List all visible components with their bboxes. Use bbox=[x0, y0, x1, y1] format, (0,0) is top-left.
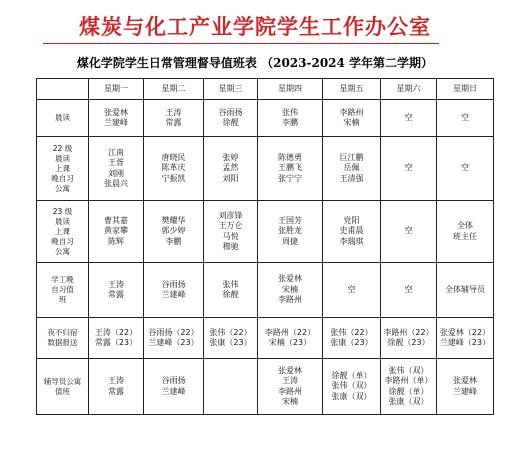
duty-cell bbox=[381, 137, 437, 201]
duty-cell-text: 唐晓民 陈革庆 宁振凯 bbox=[161, 152, 186, 183]
duty-cell-text: 张伟（22） 张康（23） bbox=[209, 327, 252, 347]
duty-cell-text: 空 bbox=[404, 284, 413, 294]
header-weekday: 星期日 bbox=[437, 79, 494, 100]
duty-cell bbox=[258, 100, 323, 137]
row-label bbox=[37, 263, 89, 318]
duty-cell-text: 王涛 常露 bbox=[108, 376, 124, 396]
duty-cell bbox=[144, 318, 204, 359]
row-label bbox=[37, 359, 89, 415]
duty-cell bbox=[381, 263, 437, 318]
header-weekday: 星期三 bbox=[204, 79, 258, 100]
duty-table bbox=[36, 78, 494, 415]
duty-cell-text: 谷雨扬 兰建峰 bbox=[161, 279, 186, 299]
duty-cell-text: 张伟 徐靓 bbox=[222, 279, 239, 299]
duty-cell bbox=[89, 100, 144, 137]
header-weekday: 星期五 bbox=[323, 79, 381, 100]
duty-cell bbox=[381, 359, 437, 415]
duty-cell bbox=[323, 263, 381, 318]
duty-cell bbox=[204, 263, 258, 318]
duty-cell-text: 李路州 宋楠 bbox=[339, 107, 364, 127]
duty-cell-text: 曹其嘉 黄家攀 陈辉 bbox=[104, 215, 128, 246]
duty-cell bbox=[144, 201, 204, 263]
duty-cell bbox=[144, 359, 204, 415]
letterhead bbox=[0, 0, 510, 48]
duty-cell-text: 张伟 李鹏 bbox=[282, 107, 298, 127]
duty-cell-text: 空 bbox=[404, 112, 413, 122]
duty-cell-text: 刘彦锋 王万仑 马悦 穆驰 bbox=[218, 210, 243, 251]
duty-cell-text: 张爱林 兰建峰 bbox=[104, 107, 128, 127]
duty-cell bbox=[89, 359, 144, 415]
duty-cell-text: 李路州（22） 宋楠（23） bbox=[264, 327, 316, 347]
duty-cell bbox=[258, 318, 323, 359]
row-label-text: 22 级 晨读 上课 晚自习 公寓 bbox=[51, 143, 74, 193]
duty-cell-text: 谷雨扬 徐靓 bbox=[218, 107, 243, 127]
duty-cell bbox=[204, 359, 258, 415]
duty-cell bbox=[437, 359, 494, 415]
table-row bbox=[37, 137, 494, 201]
duty-cell bbox=[89, 263, 144, 318]
duty-cell-text: 空 bbox=[404, 163, 413, 173]
duty-cell-text: 樊耀华 郭少婷 李鹏 bbox=[161, 215, 186, 246]
duty-cell-text: 空 bbox=[461, 163, 469, 173]
duty-cell bbox=[144, 137, 204, 201]
table-row bbox=[37, 201, 494, 263]
header-weekday: 星期四 bbox=[258, 79, 323, 100]
duty-cell-text: 空 bbox=[461, 112, 469, 122]
duty-cell-text: 江南 王胥 刘刚 张晨兴 bbox=[104, 147, 128, 188]
row-label bbox=[37, 100, 89, 137]
row-label bbox=[37, 318, 89, 359]
duty-cell bbox=[204, 137, 258, 201]
row-label bbox=[37, 137, 89, 201]
document-title: 煤化学院学生日常管理督导值班表 （2023-2024 学年第二学期） bbox=[76, 56, 434, 70]
duty-cell bbox=[204, 100, 258, 137]
duty-cell-text: 党阳 史甫晨 李瑞琪 bbox=[339, 215, 364, 246]
duty-cell bbox=[381, 100, 437, 137]
duty-cell-text: 空 bbox=[404, 226, 413, 236]
duty-cell bbox=[437, 263, 494, 318]
duty-cell bbox=[437, 201, 494, 263]
duty-cell-text: 巨江鹏 岳佩 王清强 bbox=[339, 152, 364, 183]
duty-cell-text: 王涛（22） 常露（23） bbox=[94, 327, 138, 347]
duty-cell bbox=[323, 100, 381, 137]
letterhead-rule bbox=[43, 43, 439, 44]
header-weekday: 星期二 bbox=[144, 79, 204, 100]
duty-cell bbox=[258, 263, 323, 318]
duty-cell bbox=[258, 137, 323, 201]
table-row bbox=[37, 100, 494, 137]
duty-cell bbox=[89, 201, 144, 263]
duty-cell-text: 张爱林 王涛 李路州 宋楠 bbox=[278, 365, 302, 406]
duty-cell bbox=[323, 359, 381, 415]
duty-cell bbox=[258, 359, 323, 415]
duty-cell bbox=[437, 318, 494, 359]
header-corner bbox=[37, 79, 89, 100]
row-label-text: 辅导员公寓 值班 bbox=[43, 376, 82, 396]
row-label-text: 23 级 晨读 上课 晚自习 公寓 bbox=[51, 206, 74, 256]
table-row bbox=[37, 318, 494, 359]
duty-cell-text: 陈德勇 王鹏飞 张宁宁 bbox=[278, 152, 302, 183]
duty-cell bbox=[144, 100, 204, 137]
duty-cell-text: 张伟（22） 张康（23） bbox=[330, 327, 373, 347]
duty-cell-text: 张婷 孟然 刘阳 bbox=[222, 152, 239, 183]
duty-cell-text: 全体 班主任 bbox=[453, 221, 477, 241]
duty-cell bbox=[323, 137, 381, 201]
duty-cell bbox=[381, 201, 437, 263]
table-row bbox=[37, 263, 494, 318]
duty-cell-text: 张伟（双） 李路州（单） 徐靓（单） 张康（双） bbox=[384, 365, 433, 406]
row-label bbox=[37, 201, 89, 263]
duty-cell-text: 张爱林 宋楠 李路州 bbox=[278, 274, 302, 305]
duty-cell bbox=[204, 201, 258, 263]
duty-cell bbox=[437, 137, 494, 201]
duty-cell bbox=[258, 201, 323, 263]
duty-cell-text: 张爱林（22） 兰建峰（23） bbox=[439, 327, 491, 347]
duty-cell-text: 谷雨扬（22） 兰建峰（23） bbox=[148, 327, 199, 347]
row-label-text: 学工晚 自习值 班 bbox=[51, 275, 74, 304]
row-label-text: 夜不归宿 数据报送 bbox=[47, 328, 78, 347]
duty-cell bbox=[323, 201, 381, 263]
duty-cell-text: 空 bbox=[347, 284, 356, 294]
duty-cell bbox=[381, 318, 437, 359]
duty-cell-text: 李路州（22） 徐靓（23） bbox=[383, 327, 434, 347]
duty-cell-text: 徐靓（单） 张伟（双） 张康（双） bbox=[331, 370, 372, 401]
duty-cell bbox=[89, 318, 144, 359]
table-row bbox=[37, 359, 494, 415]
duty-cell bbox=[204, 318, 258, 359]
duty-cell bbox=[89, 137, 144, 201]
duty-cell-text: 王涛 常露 bbox=[165, 107, 182, 127]
duty-cell-text: 谷雨扬 兰建峰 bbox=[161, 376, 186, 396]
duty-cell-text: 张爱林 兰建峰 bbox=[453, 376, 477, 396]
duty-cell bbox=[437, 100, 494, 137]
duty-cell bbox=[323, 318, 381, 359]
duty-cell-text: 全体辅导员 bbox=[445, 284, 485, 294]
duty-cell-text: 王国芳 张胜龙 周捷 bbox=[278, 215, 302, 246]
duty-cell-text: 王涛 常露 bbox=[108, 279, 124, 299]
row-label-text: 晨读 bbox=[55, 113, 70, 122]
header-weekday: 星期六 bbox=[381, 79, 437, 100]
duty-cell bbox=[144, 263, 204, 318]
office-title: 煤炭与化工产业学院学生工作办公室 bbox=[79, 15, 431, 39]
header-weekday: 星期一 bbox=[89, 79, 144, 100]
table-header-row bbox=[37, 79, 494, 100]
